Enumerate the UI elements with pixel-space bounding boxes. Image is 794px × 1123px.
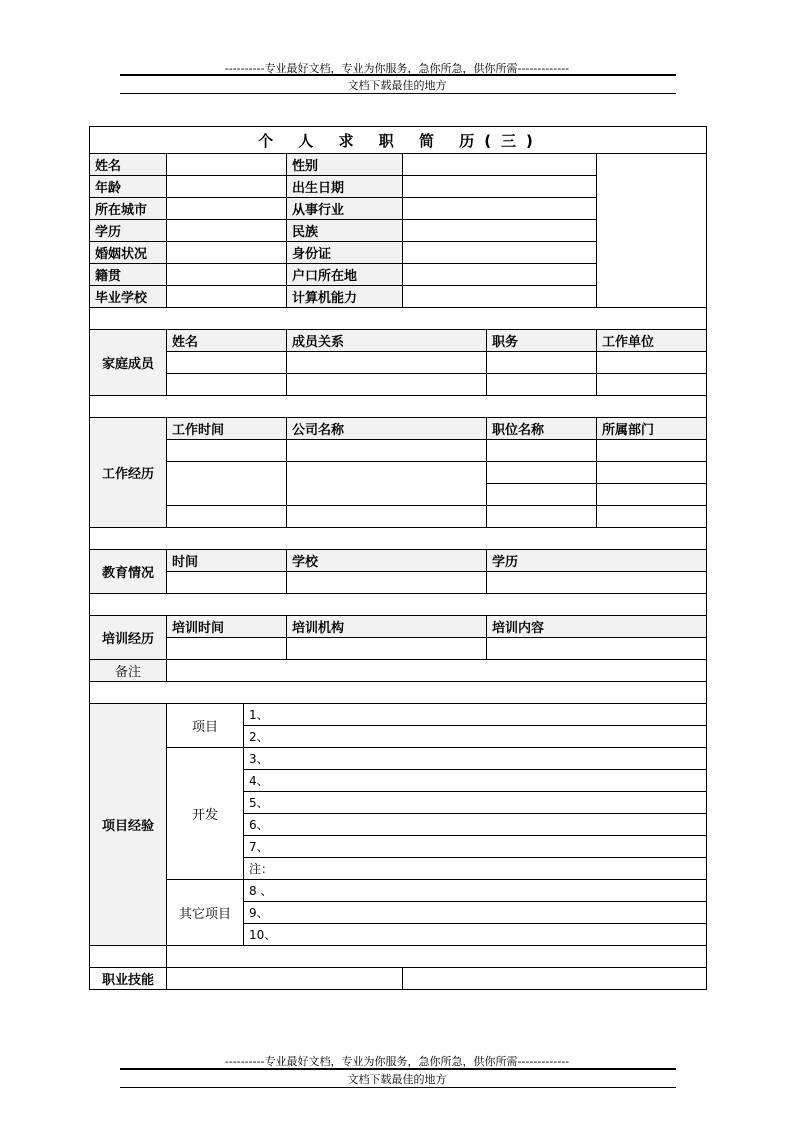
label-city: 所在城市 xyxy=(90,198,167,220)
work-cell[interactable] xyxy=(487,462,597,484)
label-birth: 出生日期 xyxy=(287,176,403,198)
work-header-position: 职位名称 xyxy=(487,418,597,440)
project-group-project: 项目 xyxy=(167,704,244,748)
edu-header-degree: 学历 xyxy=(487,550,707,572)
family-header-name: 姓名 xyxy=(167,330,287,352)
work-cell[interactable] xyxy=(287,506,487,528)
resume-table xyxy=(89,126,707,990)
notes-field[interactable] xyxy=(167,660,707,682)
label-id-card: 身份证 xyxy=(287,242,403,264)
field-education[interactable] xyxy=(167,220,287,242)
training-cell[interactable] xyxy=(287,638,487,660)
field-age[interactable] xyxy=(167,176,287,198)
field-school[interactable] xyxy=(167,286,287,308)
edu-header-time: 时间 xyxy=(167,550,287,572)
field-ethnicity[interactable] xyxy=(403,220,597,242)
edu-header-school: 学校 xyxy=(287,550,487,572)
training-header-content: 培训内容 xyxy=(487,616,707,638)
work-header-department: 所属部门 xyxy=(597,418,707,440)
family-cell[interactable] xyxy=(287,352,487,374)
work-header-time: 工作时间 xyxy=(167,418,287,440)
projects-label: 项目经验 xyxy=(90,704,167,946)
header-slogan: ----------专业最好文档，专业为你服务，急你所急，供你所需------------- xyxy=(224,62,570,75)
label-school: 毕业学校 xyxy=(90,286,167,308)
field-city[interactable] xyxy=(167,198,287,220)
field-industry[interactable] xyxy=(403,198,597,220)
project-group-other: 其它项目 xyxy=(167,880,244,946)
family-header-relation: 成员关系 xyxy=(287,330,487,352)
header-underline xyxy=(120,93,676,94)
work-cell[interactable] xyxy=(487,440,597,462)
field-name[interactable] xyxy=(167,154,287,176)
work-label: 工作经历 xyxy=(90,418,167,528)
field-birth[interactable] xyxy=(403,176,597,198)
field-marital[interactable] xyxy=(167,242,287,264)
label-age: 年龄 xyxy=(90,176,167,198)
training-cell[interactable] xyxy=(487,638,707,660)
spacer-row xyxy=(90,528,707,550)
project-line[interactable]: 6、 xyxy=(244,814,707,836)
work-cell[interactable] xyxy=(287,440,487,462)
work-cell[interactable] xyxy=(287,462,487,506)
edu-cell[interactable] xyxy=(287,572,487,594)
project-line[interactable]: 7、 xyxy=(244,836,707,858)
spacer-row xyxy=(90,682,707,704)
skills-field[interactable] xyxy=(167,968,403,990)
project-line[interactable]: 2、 xyxy=(244,726,707,748)
spacer-cell xyxy=(90,946,167,968)
family-cell[interactable] xyxy=(487,374,597,396)
label-name: 姓名 xyxy=(90,154,167,176)
work-header-company: 公司名称 xyxy=(287,418,487,440)
family-cell[interactable] xyxy=(167,352,287,374)
field-gender[interactable] xyxy=(403,154,597,176)
work-cell[interactable] xyxy=(597,462,707,484)
field-computer[interactable] xyxy=(403,286,597,308)
footer-slogan: ----------专业最好文档，专业为你服务，急你所急，供你所需------------- xyxy=(224,1055,570,1068)
project-line[interactable]: 3、 xyxy=(244,748,707,770)
field-native[interactable] xyxy=(167,264,287,286)
work-cell[interactable] xyxy=(597,506,707,528)
spacer-row xyxy=(90,594,707,616)
family-cell[interactable] xyxy=(597,352,707,374)
project-group-dev: 开发 xyxy=(167,748,244,880)
spacer-cell xyxy=(167,946,707,968)
label-hukou: 户口所在地 xyxy=(287,264,403,286)
family-cell[interactable] xyxy=(167,374,287,396)
label-computer: 计算机能力 xyxy=(287,286,403,308)
project-note[interactable]: 注： xyxy=(244,858,707,880)
skills-label: 职业技能 xyxy=(90,968,167,990)
edu-cell[interactable] xyxy=(487,572,707,594)
training-cell[interactable] xyxy=(167,638,287,660)
spacer-row xyxy=(90,308,707,330)
label-native: 籍贯 xyxy=(90,264,167,286)
family-cell[interactable] xyxy=(487,352,597,374)
label-education: 学历 xyxy=(90,220,167,242)
training-header-time: 培训时间 xyxy=(167,616,287,638)
page-title: 个 人 求 职 简 历(三) xyxy=(90,127,707,154)
label-industry: 从事行业 xyxy=(287,198,403,220)
edu-cell[interactable] xyxy=(167,572,287,594)
field-id-card[interactable] xyxy=(403,242,597,264)
notes-label: 备注 xyxy=(90,660,167,682)
family-header-position: 职务 xyxy=(487,330,597,352)
work-cell[interactable] xyxy=(487,484,597,506)
work-cell[interactable] xyxy=(597,440,707,462)
project-line[interactable]: 5、 xyxy=(244,792,707,814)
family-header-employer: 工作单位 xyxy=(597,330,707,352)
footer-underline xyxy=(120,1087,676,1088)
work-cell[interactable] xyxy=(167,462,287,506)
work-cell[interactable] xyxy=(167,506,287,528)
header-divider xyxy=(120,74,676,76)
label-ethnicity: 民族 xyxy=(287,220,403,242)
project-line[interactable]: 10、 xyxy=(244,924,707,946)
header-subtitle: 文档下载最佳的地方 xyxy=(347,79,447,92)
training-header-institution: 培训机构 xyxy=(287,616,487,638)
edu-label: 教育情况 xyxy=(90,550,167,594)
label-gender: 性别 xyxy=(287,154,403,176)
work-cell[interactable] xyxy=(487,506,597,528)
project-line[interactable]: 4、 xyxy=(244,770,707,792)
project-line[interactable]: 1、 xyxy=(244,704,707,726)
field-hukou[interactable] xyxy=(403,264,597,286)
project-line[interactable]: 9、 xyxy=(244,902,707,924)
family-cell[interactable] xyxy=(287,374,487,396)
footer-divider xyxy=(120,1068,676,1070)
family-cell[interactable] xyxy=(597,374,707,396)
work-cell[interactable] xyxy=(597,484,707,506)
label-marital: 婚姻状况 xyxy=(90,242,167,264)
skills-field[interactable] xyxy=(403,968,707,990)
spacer-row xyxy=(90,396,707,418)
family-label: 家庭成员 xyxy=(90,330,167,396)
work-cell[interactable] xyxy=(167,440,287,462)
training-label: 培训经历 xyxy=(90,616,167,660)
photo-box[interactable] xyxy=(597,154,707,308)
footer-subtitle: 文档下载最佳的地方 xyxy=(347,1073,447,1086)
project-line[interactable]: 8 、 xyxy=(244,880,707,902)
